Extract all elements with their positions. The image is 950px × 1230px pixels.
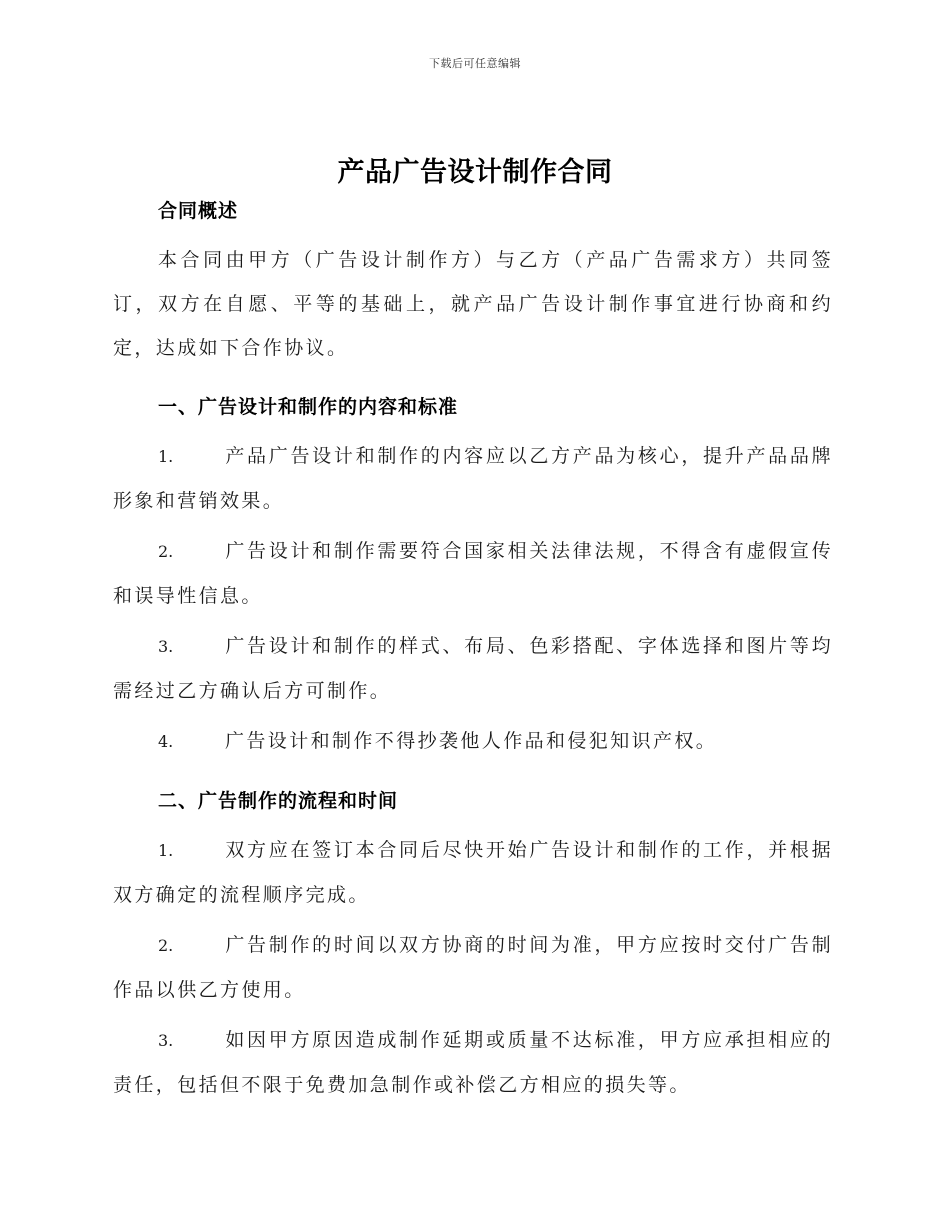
item-text: 广告设计和制作的样式、布局、色彩搭配、字体选择和图片等均需经过乙方确认后方可制作。 [113, 635, 833, 702]
overview-paragraph: 本合同由甲方（广告设计制作方）与乙方（产品广告需求方）共同签订，双方在自愿、平等的基础上，就产品广告设计制作事宜进行协商和约定，达成如下合作协议。 [113, 249, 833, 359]
document-body [113, 196, 833, 1107]
item-number: 4. [158, 732, 174, 751]
item-text: 广告设计和制作需要符合国家相关法律法规，不得含有虚假宣传和误导性信息。 [113, 540, 833, 607]
list-item [113, 719, 833, 764]
section2-heading: 二、广告制作的流程和时间 [158, 790, 399, 812]
item-number: 2. [158, 936, 174, 955]
list-item [113, 1018, 833, 1107]
header-note: 下载后可任意编辑 [429, 57, 521, 70]
list-item [113, 434, 833, 523]
item-text: 广告设计和制作不得抄袭他人作品和侵犯知识产权。 [225, 730, 718, 752]
list-item [113, 624, 833, 713]
item-number: 2. [158, 542, 174, 561]
list-item [113, 828, 833, 917]
section1-heading: 一、广告设计和制作的内容和标准 [158, 396, 459, 418]
list-item [113, 923, 833, 1012]
item-number: 1. [158, 841, 174, 860]
overview-heading: 合同概述 [158, 200, 239, 222]
item-text: 广告制作的时间以双方协商的时间为准，甲方应按时交付广告制作品以供乙方使用。 [113, 934, 833, 1001]
item-text: 双方应在签订本合同后尽快开始广告设计和制作的工作，并根据双方确定的流程顺序完成。 [113, 839, 833, 906]
list-item [113, 529, 833, 618]
item-number: 1. [158, 447, 174, 466]
item-text: 产品广告设计和制作的内容应以乙方产品为核心，提升产品品牌形象和营销效果。 [113, 445, 833, 512]
document-title: 产品广告设计制作合同 [337, 157, 613, 188]
item-number: 3. [158, 1031, 174, 1050]
item-number: 3. [158, 637, 174, 656]
item-text: 如因甲方原因造成制作延期或质量不达标准，甲方应承担相应的责任，包括但不限于免费加急制作或补偿乙方相应的损失等。 [113, 1029, 833, 1096]
